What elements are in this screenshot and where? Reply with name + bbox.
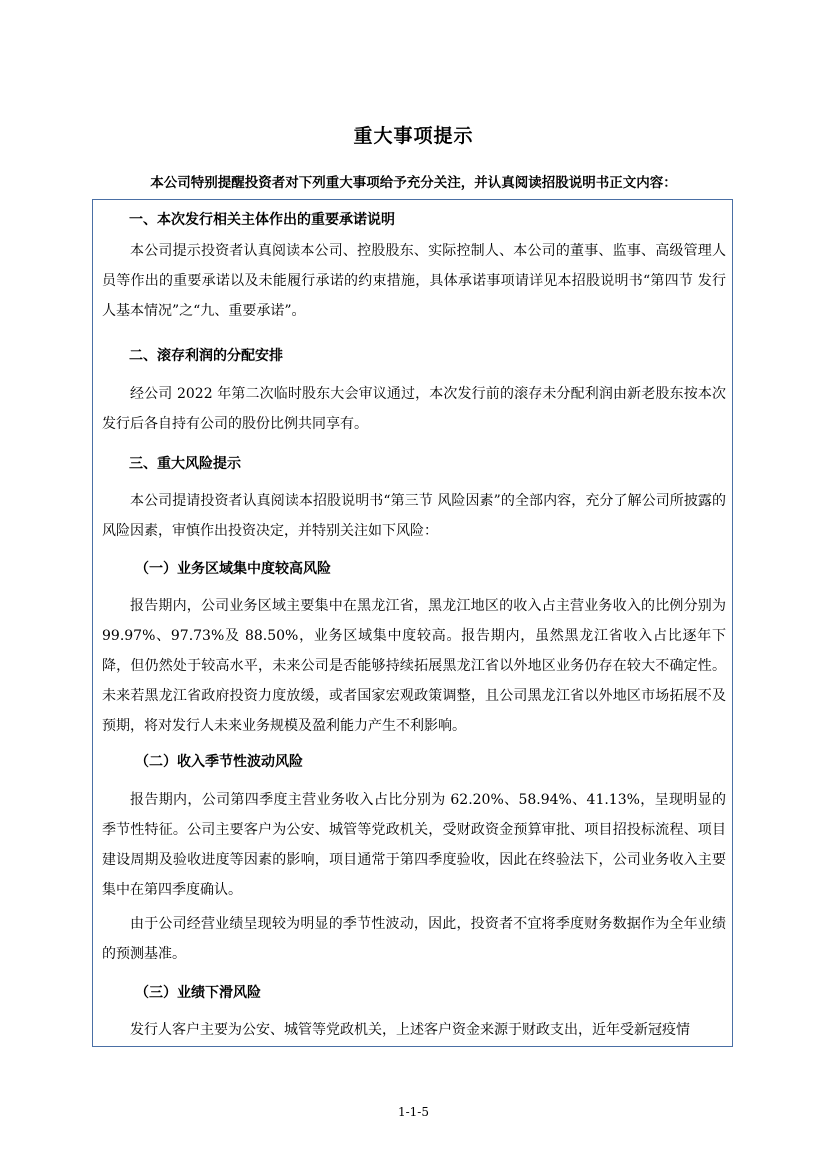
section-paragraph-major-risks: 本公司提请投资者认真阅读本招股说明书“第三节 风险因素”的全部内容，充分了解公司所披露的风险因素，审慎作出投资决定，并特别关注如下风险：	[102, 493, 726, 539]
section-paragraph-commitments: 本公司提示投资者认真阅读本公司、控股股东、实际控制人、本公司的董事、监事、高级管理人员等作出的重要承诺以及未能履行承诺的约束措施，具体承诺事项请详见本招股说明书“第四节 发行人基本情况”之“九、重要承诺”。	[102, 243, 726, 319]
risk-heading-performance-decline: （三）业绩下滑风险	[135, 985, 261, 1001]
page-title: 重大事项提示	[353, 125, 474, 147]
risk-heading-region-concentration: （一）业务区域集中度较高风险	[135, 561, 331, 577]
risk-paragraph-seasonality-note: 由于公司经营业绩呈现较为明显的季节性波动，因此，投资者不宜将季度财务数据作为全年业绩的预测基准。	[102, 916, 726, 962]
section-paragraph-profit-distribution: 经公司 2022 年第二次临时股东大会审议通过，本次发行前的滚存未分配利润由新老股东按本次发行后各自持有公司的股份比例共同享有。	[102, 386, 726, 432]
page-number: 1-1-5	[397, 1105, 429, 1119]
section-heading-major-risks: 三、重大风险提示	[129, 456, 241, 472]
risk-heading-seasonality: （二）收入季节性波动风险	[135, 754, 303, 770]
intro-notice: 本公司特别提醒投资者对下列重大事项给予充分关注，并认真阅读招股说明书正文内容：	[150, 175, 677, 191]
content-box	[92, 199, 733, 1047]
risk-paragraph-performance-decline: 发行人客户主要为公安、城管等党政机关，上述客户资金来源于财政支出，近年受新冠疫情	[130, 1022, 690, 1038]
section-heading-commitments: 一、本次发行相关主体作出的重要承诺说明	[129, 212, 395, 228]
risk-paragraph-seasonality: 报告期内，公司第四季度主营业务收入占比分别为 62.20%、58.94%、41.13%，呈现明显的季节性特征。公司主要客户为公安、城管等党政机关，受财政资金预算审批、项目招投标流程、项目建设周期及验收进度等因素的影响，项目通常于第四季度验收，因此在终验法下，公司业务收入主要集中在第四季度确认。	[102, 792, 726, 898]
section-heading-profit-distribution: 二、滚存利润的分配安排	[129, 348, 283, 364]
risk-paragraph-region-concentration: 报告期内，公司业务区域主要集中在黑龙江省，黑龙江地区的收入占主营业务收入的比例分别为 99.97%、97.73%及 88.50%，业务区域集中度较高。报告期内，虽然黑龙江省收入占比逐年下降，但仍然处于较高水平，未来公司是否能够持续拓展黑龙江省以外地区业务仍存在较大不确定性。未来若黑龙江省政府投资力度放缓，或者国家宏观政策调整，且公司黑龙江省以外地区市场拓展不及预期，将对发行人未来业务规模及盈利能力产生不利影响。	[102, 598, 726, 734]
